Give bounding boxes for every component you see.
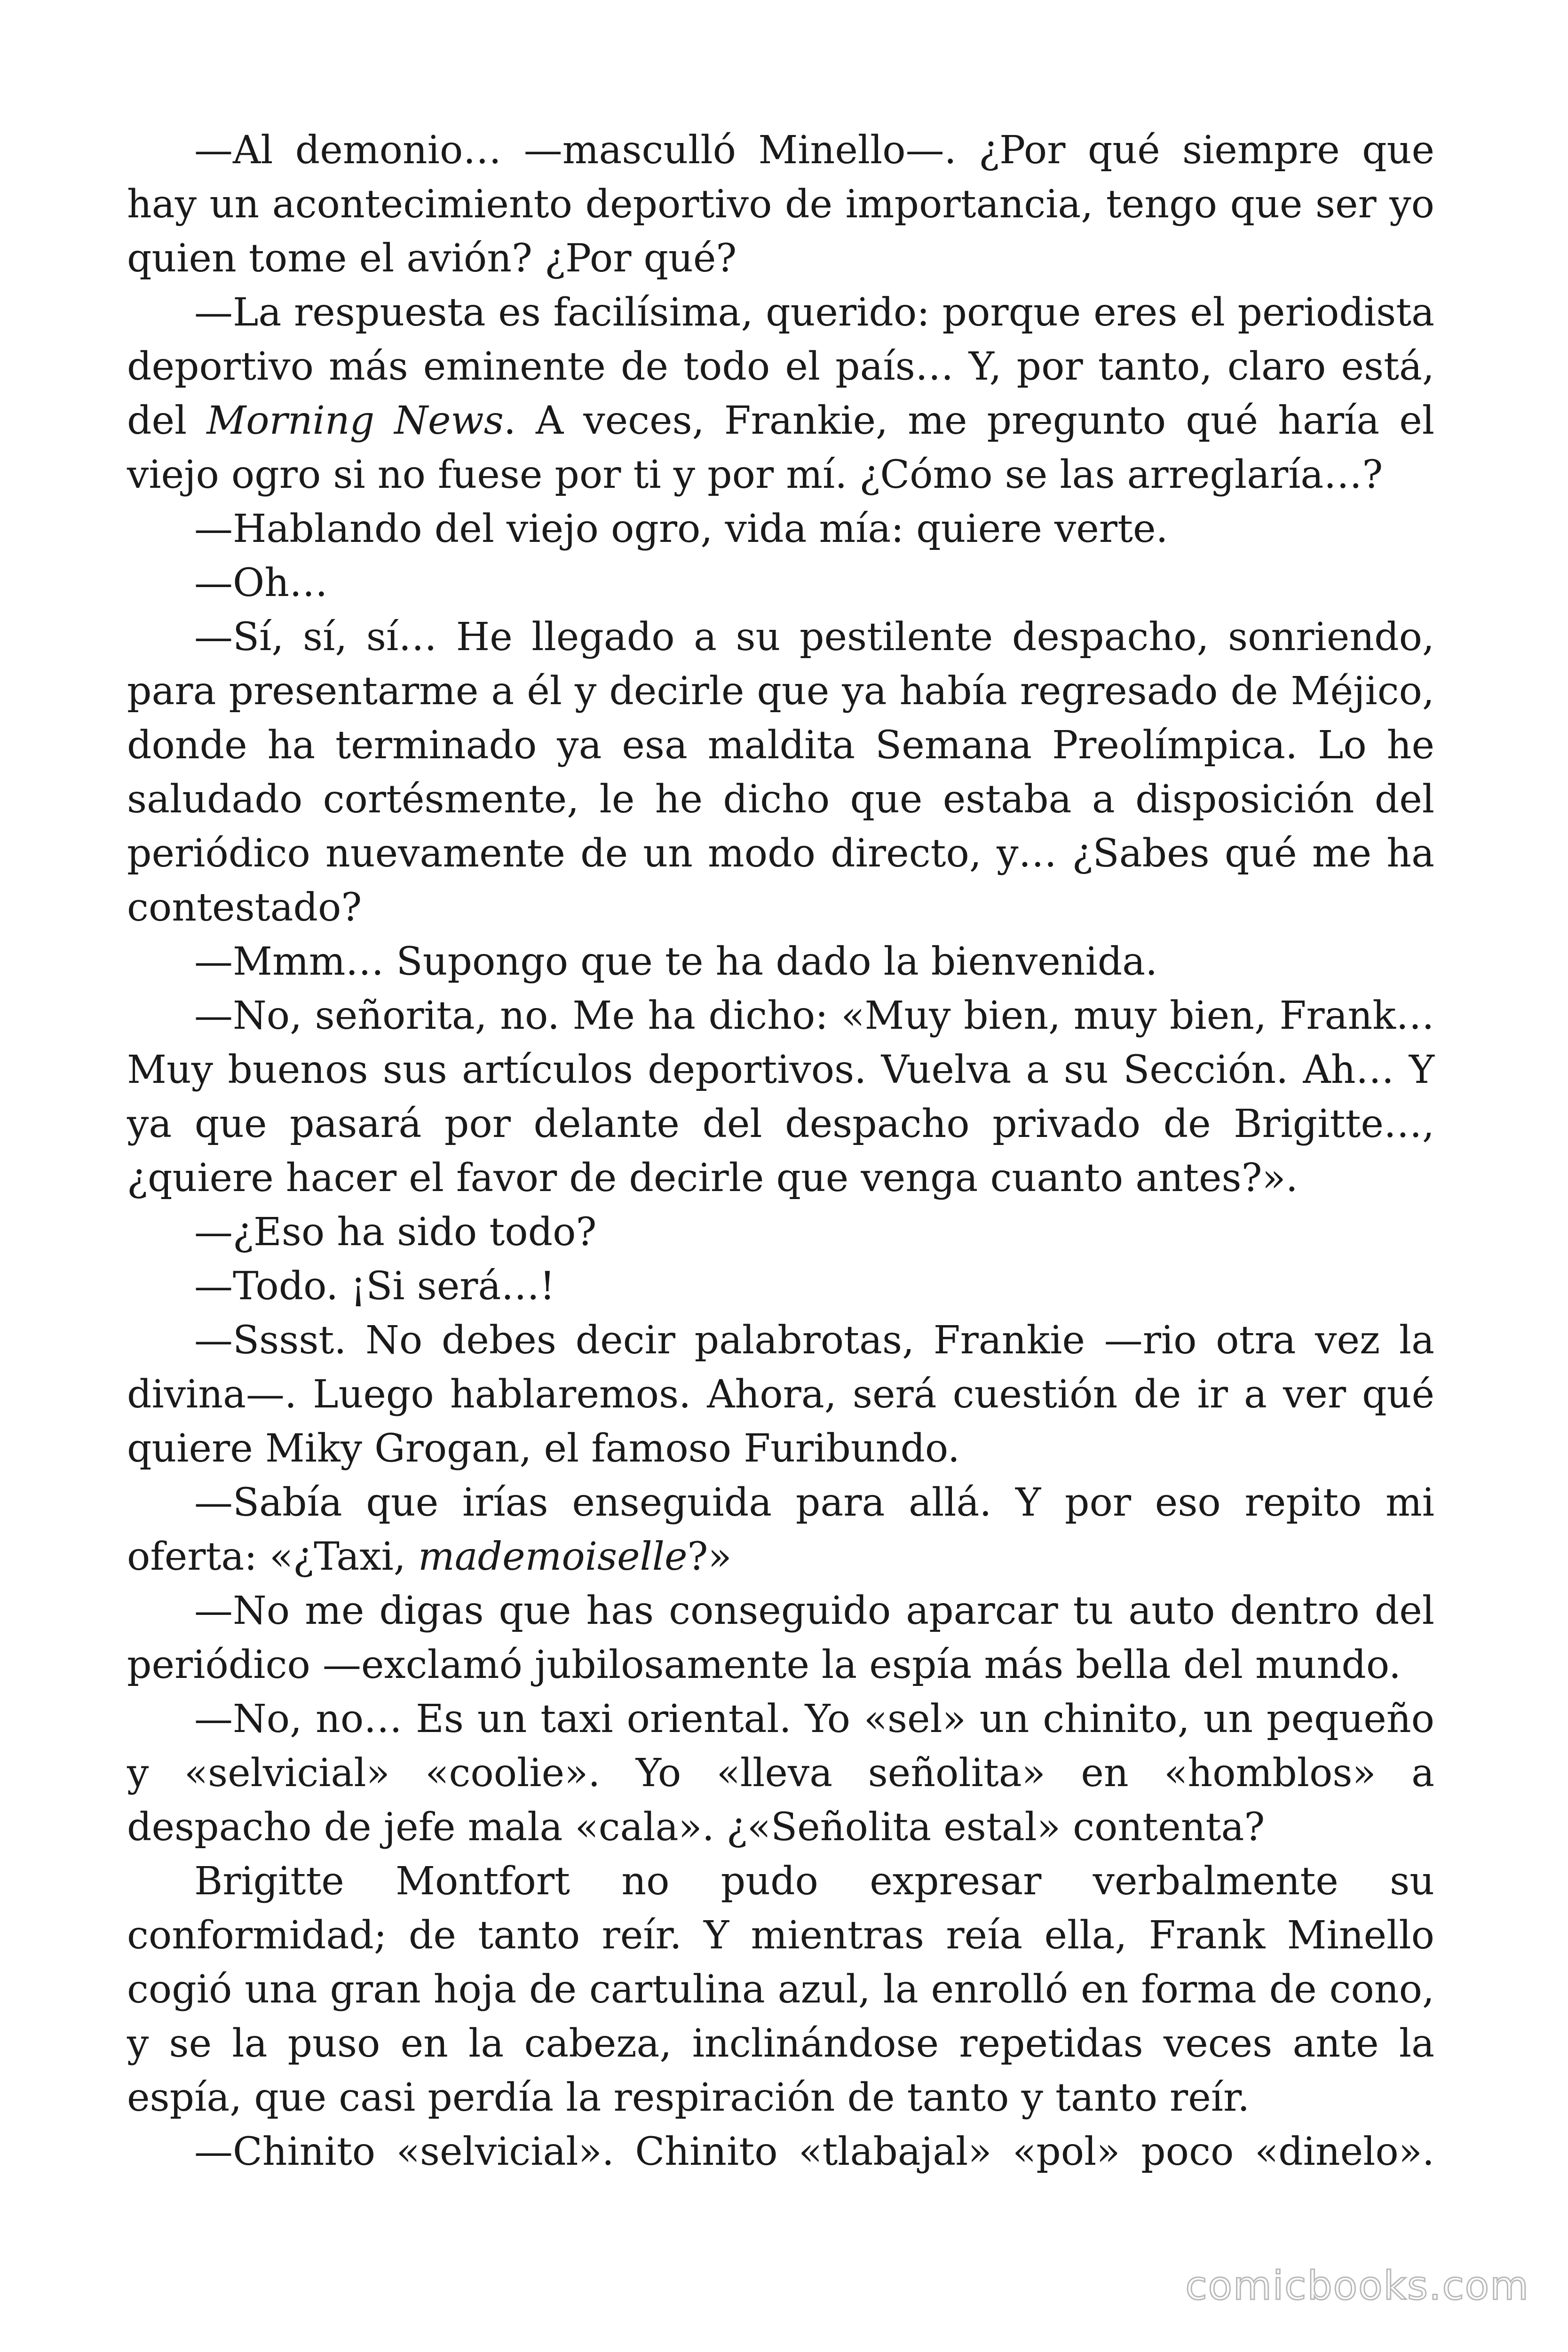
paragraph: —Mmm… Supongo que te ha dado la bienvenida.	[194, 939, 1158, 984]
paragraph: —Al demonio… —masculló Minello—. ¿Por qué siempre que hay un acontecimiento deportivo de importancia, tengo que ser yo quien tome el avión? ¿Por qué?	[127, 128, 1434, 281]
paragraph: —No, señorita, no. Me ha dicho: «Muy bien, muy bien, Frank… Muy buenos sus artículos deportivos. Vuelva a su Sección. Ah… Y ya que pasará por delante del despacho privado de Brigitte…, ¿quiere hacer el favor de decirle que venga cuanto antes?».	[127, 993, 1434, 1200]
paragraph: —Todo. ¡Si será…!	[194, 1264, 555, 1309]
watermark-logo: comicbooks.com	[1185, 2263, 1529, 2309]
paragraph: —Chinito «selvicial». Chinito «tlabajal» «pol» poco «dinelo».	[194, 2130, 1434, 2174]
paragraph: Brigitte Montfort no pudo expresar verbalmente su conformidad; de tanto reír. Y mientras reía ella, Frank Minello cogió una gran hoja de cartulina azul, la enrolló en forma de cono, y se la puso en la cabeza, inclinándose repetidas veces ante la espía, que casi perdía la respiración de tanto y tanto reír.	[127, 1859, 1434, 2120]
paragraph: —No me digas que has conseguido aparcar tu auto dentro del periódico —exclamó jubilosamente la espía más bella del mundo.	[127, 1589, 1434, 1687]
paragraph: —Sí, sí, sí… He llegado a su pestilente despacho, sonriendo, para presentarme a él y decirle que ya había regresado de Méjico, donde ha terminado ya esa maldita Semana Preolímpica. Lo he saludado cortésmente, le he dicho que estaba a disposición del periódico nuevamente de un modo directo, y… ¿Sabes qué me ha contestado?	[127, 615, 1434, 930]
paragraph: —No, no… Es un taxi oriental. Yo «sel» un chinito, un pequeño y «selvicial» «coolie». Yo «lleva señolita» en «homblos» a despacho de jefe mala «cala». ¿«Señolita estal» contenta?	[127, 1697, 1434, 1850]
paragraph: —¿Eso ha sido todo?	[194, 1210, 597, 1255]
paragraph: —La respuesta es facilísima, querido: porque eres el periodista deportivo más eminente de todo el país… Y, por tanto, claro está, del Morning News. A veces, Frankie, me pregunto qué haría el viejo ogro si no fuese por ti y por mí. ¿Cómo se las arreglaría…?	[127, 290, 1435, 497]
book-page-text	[127, 123, 1434, 2179]
newspaper-title: Morning News	[206, 398, 504, 443]
paragraph: —Sabía que irías enseguida para allá. Y por eso repito mi oferta: «¿Taxi, mademoiselle?»	[127, 1480, 1434, 1579]
paragraph: —Sssst. No debes decir palabrotas, Frankie —rio otra vez la divina—. Luego hablaremos. Ahora, será cuestión de ir a ver qué quiere Miky Grogan, el famoso Furibundo.	[127, 1318, 1434, 1471]
paragraph: —Oh…	[194, 561, 328, 605]
italic-word: mademoiselle	[418, 1534, 688, 1579]
paragraph: —Hablando del viejo ogro, vida mía: quiere verte.	[194, 507, 1168, 551]
